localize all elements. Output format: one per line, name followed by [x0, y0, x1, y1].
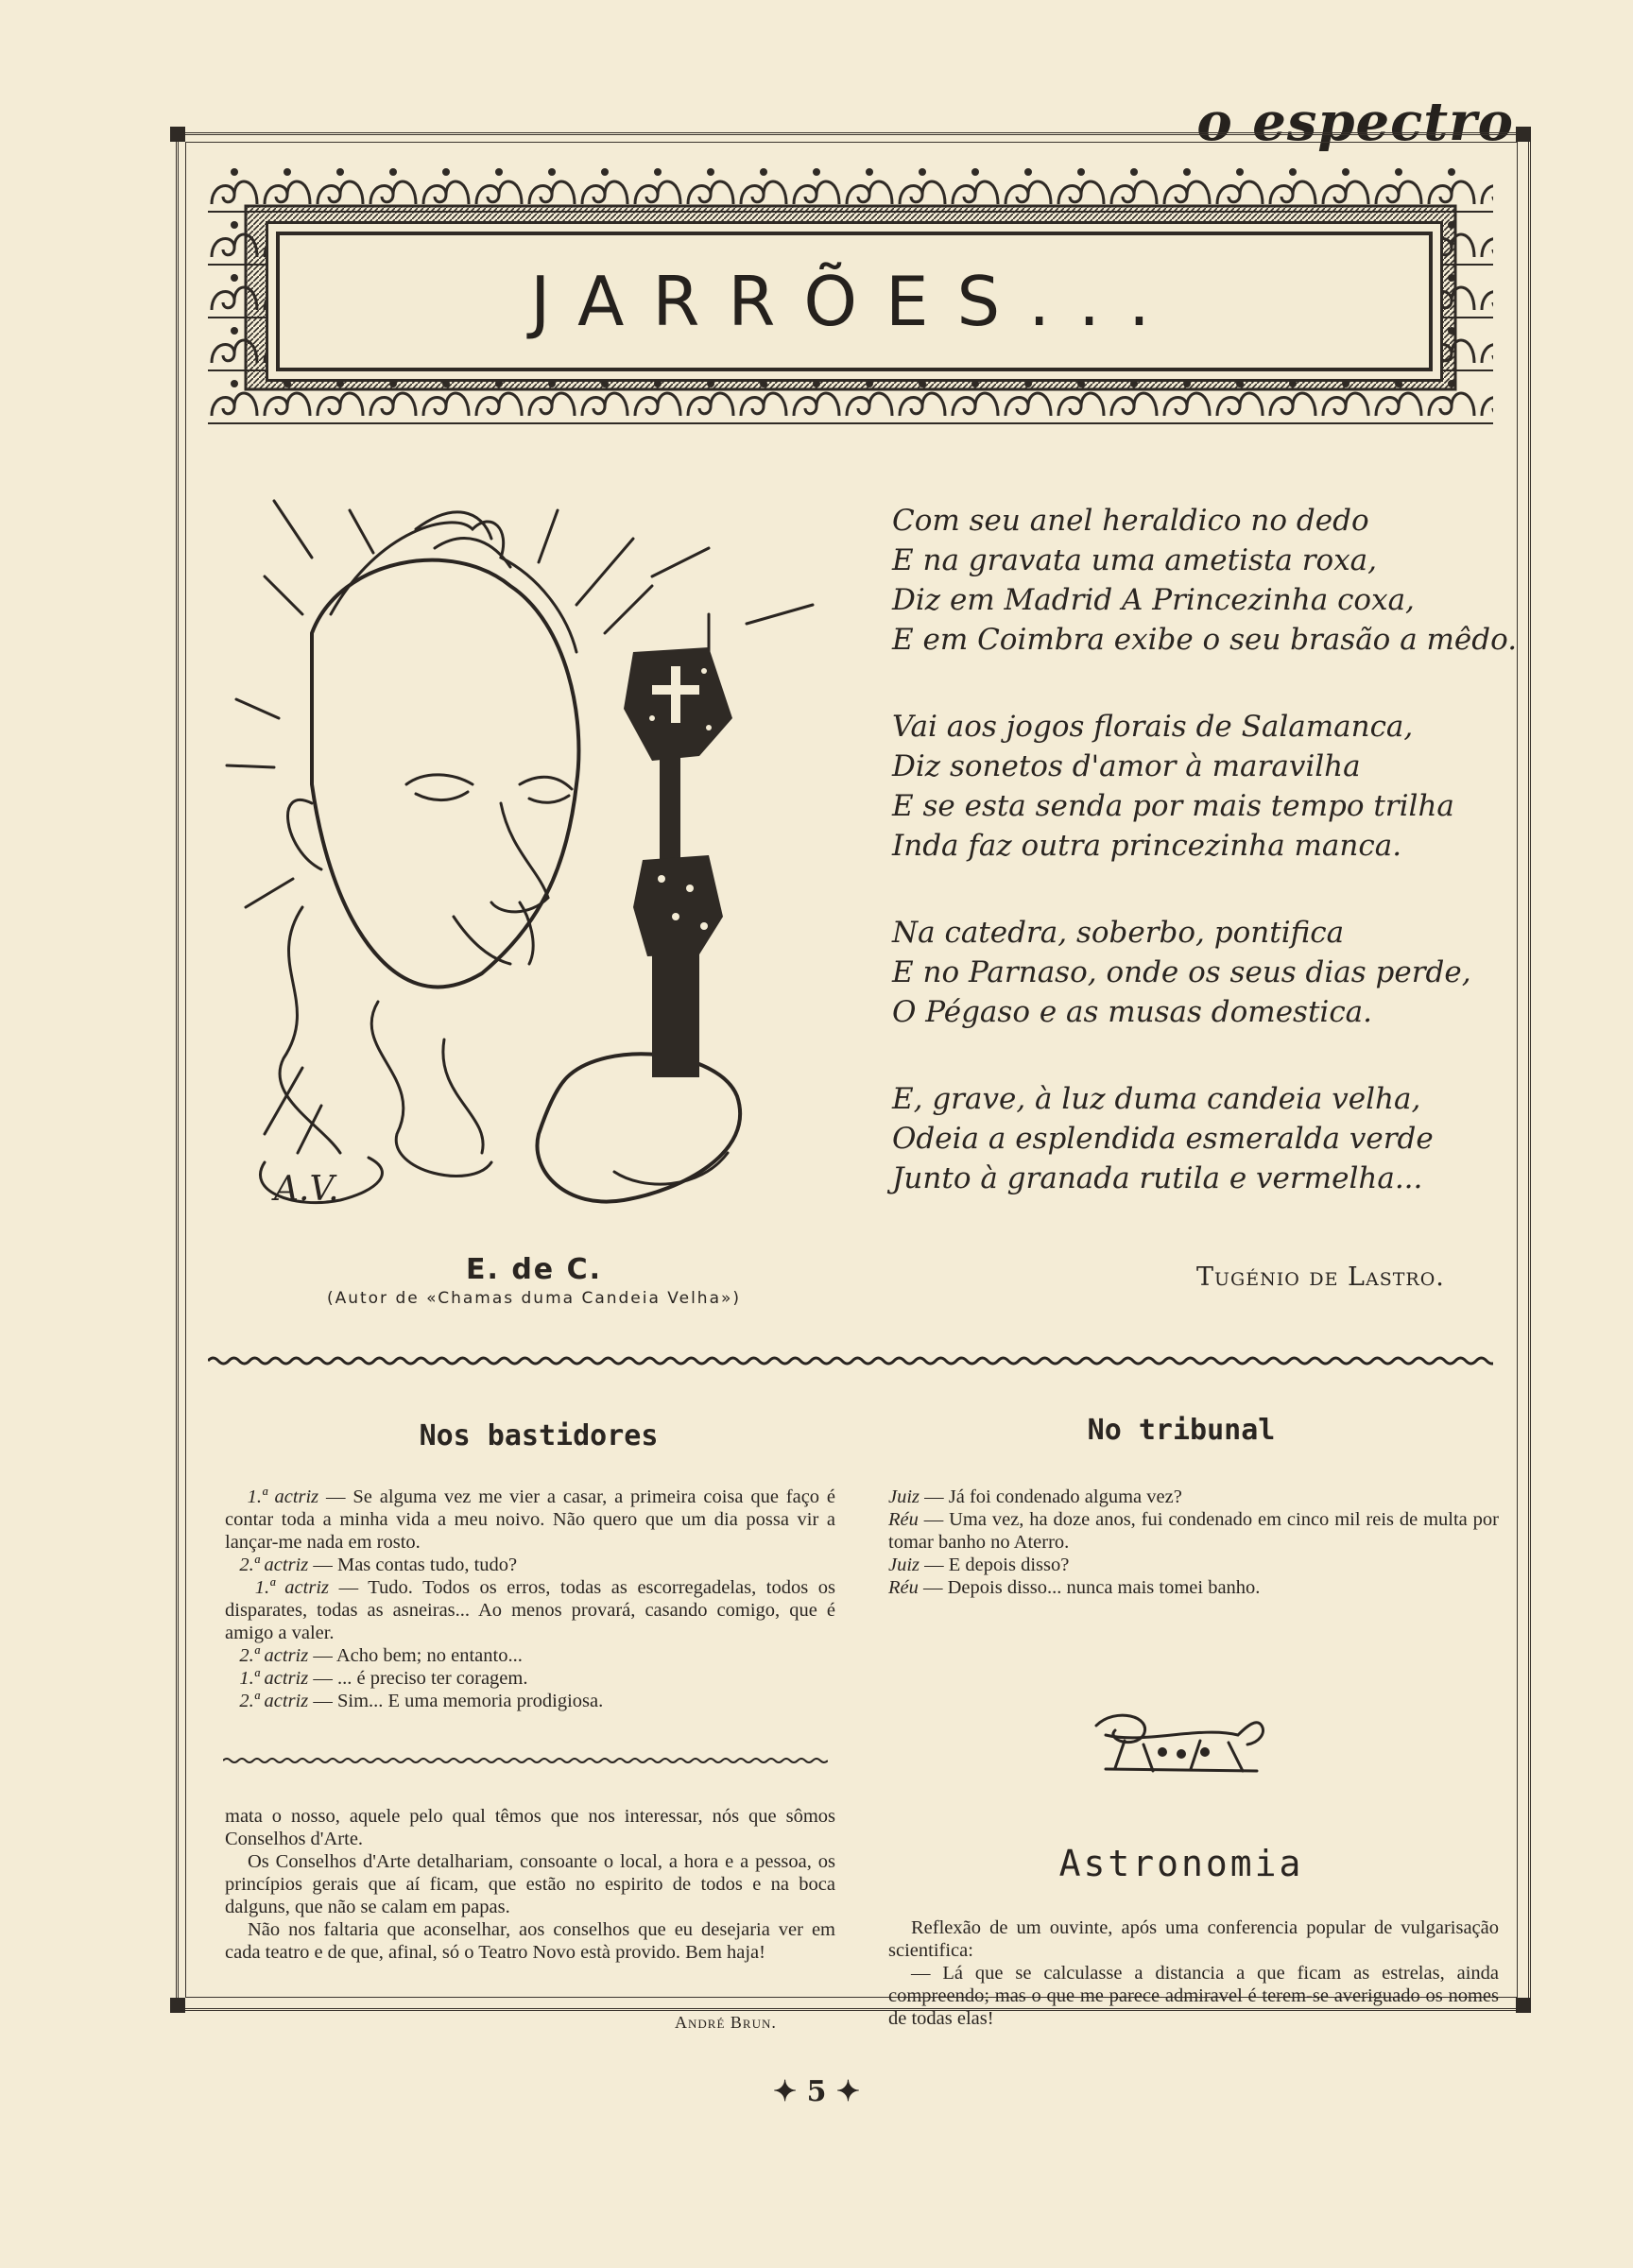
poem-stanza: [892, 913, 1516, 1032]
section-title-astronomia: Astronomia: [1058, 1843, 1304, 1884]
dialogue-line: [225, 1644, 835, 1667]
dialogue-line: [888, 1554, 1499, 1576]
poem-line: Vai aos jogos florais de Salamanca,: [892, 710, 1414, 744]
dialogue-line: [225, 1576, 835, 1644]
section-title-bastidores: Nos bastidores: [419, 1419, 659, 1452]
speaker-label: 2.ª actriz: [239, 1645, 309, 1666]
speaker-label: 2.ª actriz: [239, 1691, 309, 1711]
astronomia-text: [888, 1916, 1499, 2030]
dialogue-text: — Depois disso... nunca mais tomei banho.: [918, 1577, 1261, 1598]
dialogue-line: [225, 1554, 835, 1576]
speaker-label: 1.ª actriz: [247, 1486, 319, 1507]
poem-line: Com seu anel heraldico no dedo: [892, 504, 1369, 538]
dialogue-text: — Se alguma vez me vier a casar, a primeira coisa que faço é contar toda a minha vida a meu noivo. Não quero que um dia possa vir a lançar-me nada em rosto.: [225, 1486, 836, 1553]
poem-line: E, grave, à luz duma candeia velha,: [892, 1082, 1421, 1116]
poem-line: Inda faz outra princezinha manca.: [892, 829, 1402, 863]
dialogue-text: — Acho bem; no entanto...: [308, 1645, 523, 1666]
page-title: JARRÕES...: [530, 262, 1178, 341]
poem-line: E na gravata uma ametista roxa,: [892, 543, 1378, 577]
poem-line: E se esta senda por mais tempo trilha: [892, 789, 1454, 823]
conselhos-paragraph: Os Conselhos d'Arte detalhariam, consoante o local, a hora e a pessoa, os princípios gerais que aí ficam, que estão no espirito de todos e na boca dalguns, que não se calam em papas.: [225, 1851, 835, 1917]
poem-line: E no Parnaso, onde os seus dias perde,: [892, 955, 1471, 989]
dialogue-line: [225, 1486, 835, 1554]
conselhos-text: [225, 1805, 835, 1964]
page-number-value: 5: [806, 2075, 827, 2108]
dialogue-text: — Tudo. Todos os erros, todas as escorregadelas, todos os disparates, todas as asneiras... Ao menos provará, casando comigo, que é amigo a valer.: [225, 1577, 835, 1643]
dialogue-text: — Uma vez, ha doze anos, fui condenado em cinco mil reis de multa por tomar banho no Aterro.: [888, 1509, 1499, 1553]
caricature-caption-name: E. de C.: [465, 1253, 602, 1286]
conselhos-paragraph: mata o nosso, aquele pelo qual têmos que nos interessar, nós que sômos Conselhos d'Arte.: [225, 1806, 835, 1849]
dialogue-line: [225, 1667, 835, 1690]
diamond-ornament-icon: ✦: [826, 2075, 861, 2108]
artist-signature: A.V.: [274, 1170, 339, 1209]
frame-corner: [1516, 127, 1531, 142]
tribunal-dialogue: [888, 1486, 1499, 1599]
dialogue-line: [225, 1690, 835, 1712]
dialogue-text: — Sim... E uma memoria prodigiosa.: [308, 1691, 604, 1711]
speaker-label: 1.ª actriz: [239, 1668, 309, 1689]
poem-line: O Pégaso e as musas domestica.: [892, 995, 1373, 1029]
speaker-label: Réu: [888, 1577, 919, 1598]
dialogue-text: — Já foi condenado alguma vez?: [920, 1486, 1182, 1507]
bastidores-dialogue: [225, 1486, 835, 1712]
frame-corner: [170, 127, 185, 142]
speaker-label: Juiz: [888, 1555, 920, 1575]
wavy-divider: [208, 1342, 1493, 1380]
conselhos-paragraph: Não nos faltaria que aconselhar, aos conselhos que eu desejaria ver em cada teatro e de que, afinal, só o Teatro Novo està provido. Bem haja!: [225, 1919, 835, 1963]
dialogue-line: [888, 1576, 1499, 1599]
section-title-tribunal: No tribunal: [1087, 1414, 1276, 1447]
poem-line: Diz em Madrid A Princezinha coxa,: [892, 583, 1415, 617]
masthead: o espectro: [1196, 91, 1514, 153]
dialogue-line: [888, 1486, 1499, 1508]
poem-stanza: [892, 707, 1516, 866]
dialogue-text: — E depois disso?: [920, 1555, 1070, 1575]
speaker-label: 1.ª actriz: [254, 1577, 329, 1598]
caricature-illustration: [208, 472, 851, 1247]
poem-line: Odeia a esplendida esmeralda verde: [892, 1122, 1434, 1156]
title-panel: [276, 232, 1433, 371]
poem-stanza: [892, 501, 1516, 660]
astronomia-quote: — Lá que se calculasse a distancia a que ficam as estrelas, ainda compreendo; mas o que me parece admiravel é terem-se averiguado os nomes de todas elas!: [888, 1963, 1499, 2029]
poem-line: Junto à granada rutila e vermelha...: [892, 1161, 1423, 1195]
dialogue-text: — ... é preciso ter coragem.: [308, 1668, 528, 1689]
page-number: [0, 2075, 1633, 2108]
small-wavy-divider: [223, 1750, 828, 1771]
speaker-label: Juiz: [888, 1486, 920, 1507]
poem-stanza: [892, 1079, 1516, 1198]
speaker-label: Réu: [888, 1509, 919, 1530]
frame-corner: [170, 1998, 185, 2013]
caricature-caption-subtitle: (Autor de «Chamas duma Candeia Velha»): [326, 1289, 742, 1308]
poem: [892, 501, 1516, 1246]
dialogue-text: — Mas contas tudo, tudo?: [308, 1555, 518, 1575]
astronomia-intro: Reflexão de um ouvinte, após uma conferencia popular de vulgarisação scientifica:: [888, 1917, 1499, 1961]
diamond-ornament-icon: ✦: [772, 2075, 807, 2108]
cat-ornament: [1087, 1697, 1276, 1782]
poem-line: Diz sonetos d'amor à maravilha: [892, 749, 1361, 783]
dialogue-line: [888, 1508, 1499, 1554]
speaker-label: 2.ª actriz: [239, 1555, 309, 1575]
poem-line: E em Coimbra exibe o seu brasão a mêdo.: [892, 623, 1518, 657]
poem-author: Tugénio de Lastro.: [1196, 1263, 1445, 1292]
conselhos-signature: André Brun.: [675, 2013, 777, 2032]
poem-line: Na catedra, soberbo, pontifica: [892, 916, 1345, 950]
frame-corner: [1516, 1998, 1531, 2013]
